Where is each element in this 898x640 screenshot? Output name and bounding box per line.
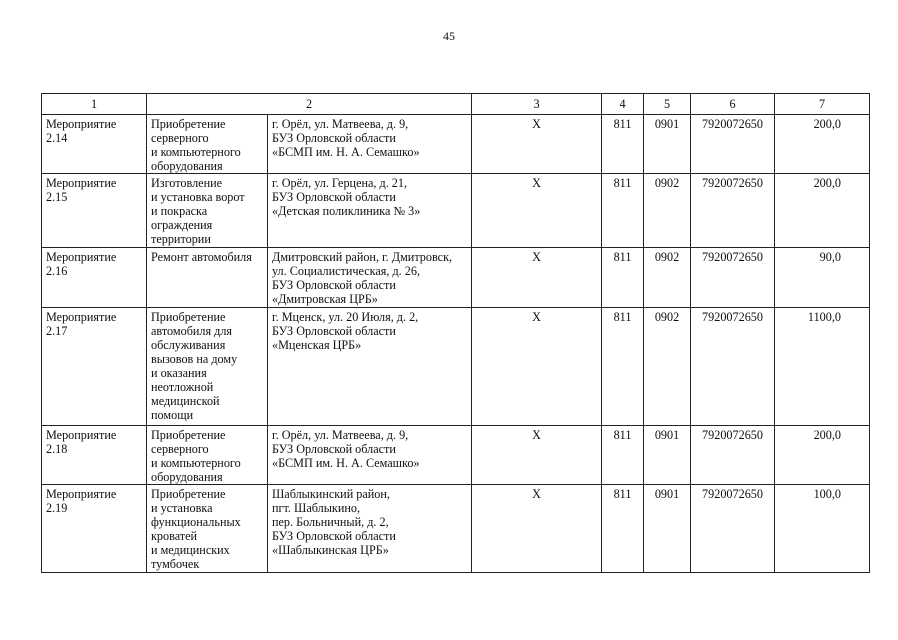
header-col-7: 7: [775, 94, 870, 115]
col7-cell: 90,0: [775, 248, 870, 308]
col4-cell: 811: [602, 308, 644, 426]
event-cell: Мероприятие 2.15: [42, 174, 147, 248]
description-cell: Приобретение серверного и компьютерного оборудования: [147, 426, 268, 485]
address-cell: г. Орёл, ул. Герцена, д. 21, БУЗ Орловской области «Детская поликлиника № 3»: [268, 174, 472, 248]
col5-cell: 0901: [644, 426, 691, 485]
description-cell: Ремонт автомобиля: [147, 248, 268, 308]
col3-cell: X: [472, 426, 602, 485]
header-col-4: 4: [602, 94, 644, 115]
col4-cell: 811: [602, 174, 644, 248]
col4-cell: 811: [602, 426, 644, 485]
header-col-3: 3: [472, 94, 602, 115]
col4-cell: 811: [602, 115, 644, 174]
table-row: [42, 248, 870, 308]
col3-cell: X: [472, 485, 602, 573]
col7-cell: 200,0: [775, 426, 870, 485]
col5-cell: 0902: [644, 308, 691, 426]
col7-cell: 1100,0: [775, 308, 870, 426]
header-col-1: 1: [42, 94, 147, 115]
col4-cell: 811: [602, 485, 644, 573]
address-cell: Дмитровский район, г. Дмитровск, ул. Социалистическая, д. 26, БУЗ Орловской области «Дмитровская ЦРБ»: [268, 248, 472, 308]
description-cell: Приобретение и установка функциональных кроватей и медицинских тумбочек: [147, 485, 268, 573]
address-cell: г. Орёл, ул. Матвеева, д. 9, БУЗ Орловской области «БСМП им. Н. А. Семашко»: [268, 426, 472, 485]
col5-cell: 0901: [644, 485, 691, 573]
col6-cell: 7920072650: [691, 308, 775, 426]
table-row: [42, 485, 870, 573]
col6-cell: 7920072650: [691, 426, 775, 485]
table-row: [42, 308, 870, 426]
col3-cell: X: [472, 248, 602, 308]
col6-cell: 7920072650: [691, 174, 775, 248]
col6-cell: 7920072650: [691, 115, 775, 174]
budget-table: [41, 93, 870, 573]
event-cell: Мероприятие 2.16: [42, 248, 147, 308]
event-cell: Мероприятие 2.18: [42, 426, 147, 485]
event-cell: Мероприятие 2.14: [42, 115, 147, 174]
table-row: [42, 115, 870, 174]
header-col-2: 2: [147, 94, 472, 115]
col7-cell: 100,0: [775, 485, 870, 573]
description-cell: Изготовление и установка ворот и покраска ограждения территории: [147, 174, 268, 248]
col4-cell: 811: [602, 248, 644, 308]
event-cell: Мероприятие 2.19: [42, 485, 147, 573]
col7-cell: 200,0: [775, 174, 870, 248]
col5-cell: 0902: [644, 174, 691, 248]
col5-cell: 0901: [644, 115, 691, 174]
col3-cell: X: [472, 308, 602, 426]
col5-cell: 0902: [644, 248, 691, 308]
col6-cell: 7920072650: [691, 248, 775, 308]
col3-cell: X: [472, 115, 602, 174]
description-cell: Приобретение серверного и компьютерного оборудования: [147, 115, 268, 174]
header-row: [42, 94, 870, 115]
address-cell: г. Мценск, ул. 20 Июля, д. 2, БУЗ Орловской области «Мценская ЦРБ»: [268, 308, 472, 426]
col6-cell: 7920072650: [691, 485, 775, 573]
address-cell: Шаблыкинский район, пгт. Шаблыкино, пер. Больничный, д. 2, БУЗ Орловской области «Шаблыкинская ЦРБ»: [268, 485, 472, 573]
page-number: 45: [443, 29, 455, 43]
header-col-5: 5: [644, 94, 691, 115]
event-cell: Мероприятие 2.17: [42, 308, 147, 426]
table-row: [42, 174, 870, 248]
description-cell: Приобретение автомобиля для обслуживания вызовов на дому и оказания неотложной медицинской помощи: [147, 308, 268, 426]
col3-cell: X: [472, 174, 602, 248]
col7-cell: 200,0: [775, 115, 870, 174]
header-col-6: 6: [691, 94, 775, 115]
table-row: [42, 426, 870, 485]
address-cell: г. Орёл, ул. Матвеева, д. 9, БУЗ Орловской области «БСМП им. Н. А. Семашко»: [268, 115, 472, 174]
